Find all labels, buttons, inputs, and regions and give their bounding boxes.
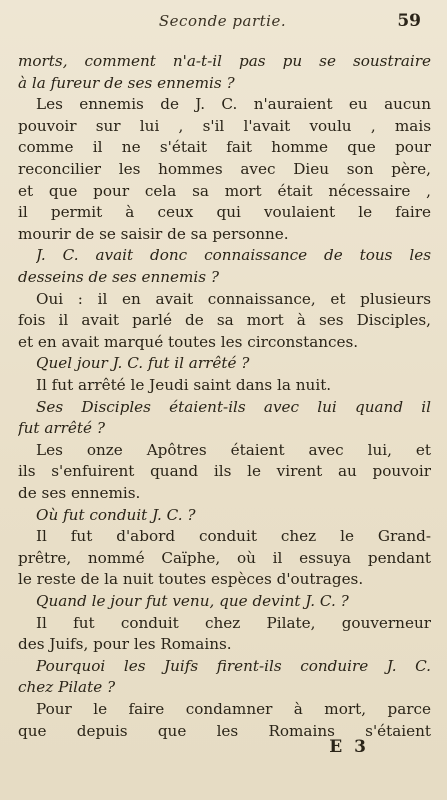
signature-mark: E 3 [329,737,369,757]
answer-line: comme il ne s'était fait homme que pour [18,138,431,157]
question-line: fut arrêté ? [18,419,105,438]
question-line: J. C. avait donc connaissance de tous les [36,246,431,265]
answer-line: des Juifs, pour les Romains. [18,635,232,654]
answer-line: reconcilier les hommes avec Dieu son père, [18,160,431,178]
answer-line: le reste de la nuit toutes espèces d'outrages. [18,570,364,589]
question-line: desseins de ses ennemis ? [18,268,220,286]
answer-line: il permit à ceux qui voulaient le faire [18,203,431,222]
answer-line: ils s'enfuirent quand ils le virent au pouvoir [18,462,431,481]
question-line: morts, comment n'a-t-il pas pu se soustraire [18,52,431,70]
page-header [18,0,427,50]
question-line: Où fut conduit J. C. ? [36,505,196,524]
answer-line: Pour le faire condamner à mort, parce [36,700,431,718]
answer-line: Oui : il en avait connaissance, et plusieurs [36,289,431,308]
page-number: 59 [397,11,421,31]
answer-line: mourir de se saisir de sa personne. [18,224,289,243]
question-line: chez Pilate ? [18,678,116,697]
answer-line: Il fut arrêté le Jeudi saint dans la nuit. [36,376,332,394]
answer-line: que depuis que les Romains s'étaient [18,721,431,740]
question-line: Quand le jour fut venu, que devint J. C. ? [36,592,349,610]
answer-line: pouvoir sur lui , s'il l'avait voulu , mais [18,116,431,135]
answer-line: Il fut conduit chez Pilate, gouverneur [36,613,431,632]
answer-line: fois il avait parlé de sa mort à ses Disciples, [18,311,431,330]
answer-line: Les onze Apôtres étaient avec lui, et [36,440,431,459]
question-line: Ses Disciples étaient-ils avec lui quand il [36,397,431,416]
question-line: Pourquoi les Juifs firent-ils conduire J. C. [36,656,431,675]
answer-line: et en avait marqué toutes les circonstances. [18,332,359,351]
answer-line: et que pour cela sa mort était nécessaire , [18,181,431,200]
running-head: Seconde partie. [158,12,287,30]
answer-line: Il fut d'abord conduit chez le Grand- [36,527,431,546]
question-line: Quel jour J. C. fut il arrêté ? [36,354,250,373]
answer-line: Les ennemis de J. C. n'auraient eu aucun [36,95,431,114]
answer-line: prêtre, nommé Caïphe, où il essuya pendant [18,548,431,567]
question-line: à la fureur de ses ennemis ? [18,73,235,92]
answer-line: de ses ennemis. [18,484,141,502]
